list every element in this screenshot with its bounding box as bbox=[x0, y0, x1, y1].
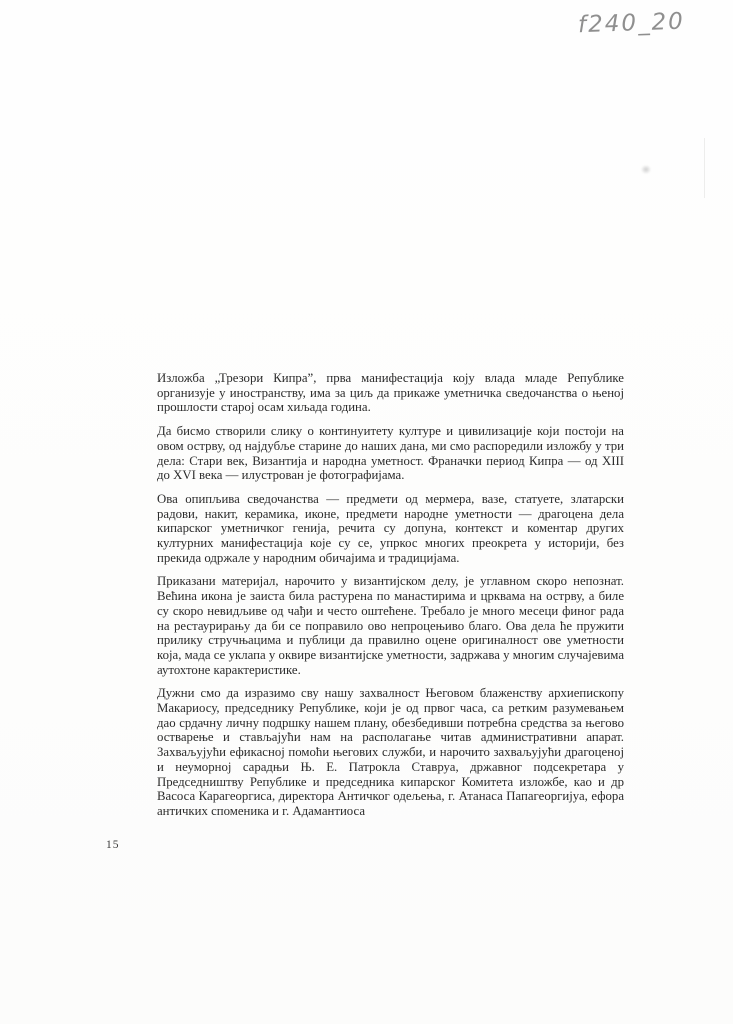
scan-smudge bbox=[641, 165, 651, 174]
body-text bbox=[157, 371, 624, 828]
paragraph-4: Приказани материјал, нарочито у византијском делу, је углавном скоро непознат. Већина икона је заиста била растурена по манастирима и црквама на острву, а биле су скоро невидљиве од чађи и често оштећене. Требало је много месеци финог рада на рестаурирању да би се поправило ово непроцењиво благо. Ова дела ће пружити прилику стручњацима и публици да правилно оцене оригиналност ове уметности која, мада се уклапа у оквире византијске уметности, задржава у многим случајевима аутохтоне карактеристике. bbox=[157, 574, 624, 677]
paragraph-5: Дужни смо да изразимо сву нашу захвалност Његовом блаженству архиепископу Макариосу, председнику Републике, који је од првог часа, са ретким разумевањем дао срдачну личну подршку нашем плану, обезбедивши потребна средства за његово остварење и стављајући нам на располагање читав административни апарат. Захваљујући ефикасној помоћи његових служби, и нарочито захваљујући драгоценој и неуморној сарадњи Њ. Е. Патрокла Ставруа, државног подсекретара у Председништву Републике и председника кипарског Комитета изложбе, као и др Васоса Карагеоргиса, директора Античког одељења, г. Атанаса Папагеоргијуа, ефора античких споменика и г. Адамантиоса bbox=[157, 686, 624, 818]
paragraph-1: Изложба „Трезори Кипра”, прва манифестација коју влада младе Републике организује у иностранству, има за циљ да прикаже уметничка сведочанства о њеној прошлости старој осам хиљада година. bbox=[157, 371, 624, 415]
paragraph-2: Да бисмо створили слику о континуитету културе и цивилизације који постоји на овом острву, од најдубље старине до наших дана, ми смо распоредили изложбу у три дела: Стари век, Византија и народна уметност. Франачки период Кипра — од XIII до XVI века — илустрован је фотографијама. bbox=[157, 424, 624, 483]
scan-artifact-line bbox=[704, 138, 705, 198]
page-number: 15 bbox=[106, 839, 120, 851]
handwritten-annotation: f240_20 bbox=[577, 8, 686, 39]
paragraph-3: Ова опипљива сведочанства — предмети од мермера, вазе, статуете, златарски радови, накит, керамика, иконе, предмети народне уметности — драгоцена дела кипарског уметничког генија, речита су допуна, контекст и коментар других културних манифестација које су се, упркос многих преокрета у историји, без прекида одржале у народним обичајима и традицијама. bbox=[157, 491, 624, 565]
